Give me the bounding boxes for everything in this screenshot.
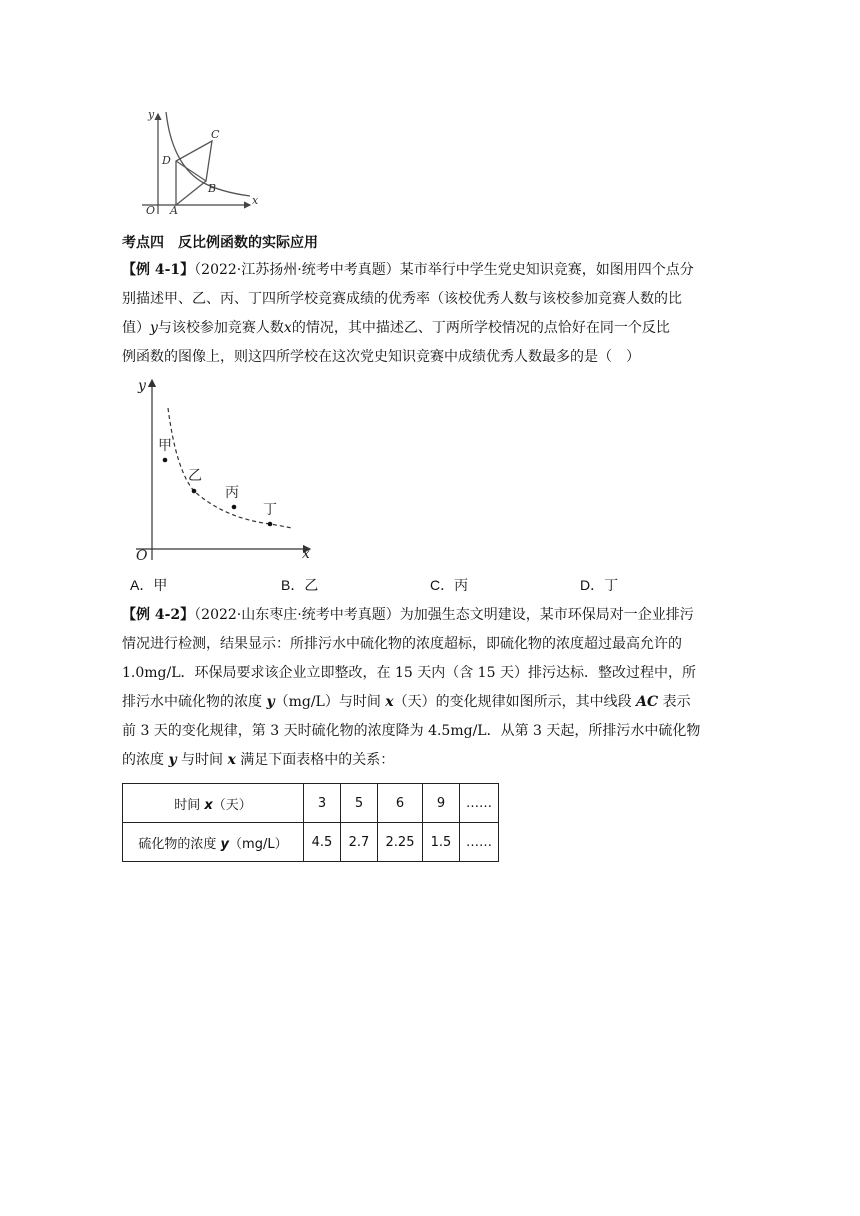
example-4-1-source: （2022·江苏扬州·统考中考真题）: [194, 262, 400, 278]
option-a[interactable]: [130, 575, 167, 596]
label-yi: 乙: [188, 468, 202, 484]
axis-x-label: x: [252, 194, 259, 207]
table-cell: ……: [460, 784, 499, 823]
var-y: y: [266, 694, 275, 710]
row-header-unit: （mg/L）: [229, 836, 288, 852]
option-c[interactable]: [430, 575, 468, 596]
example-4-2-line4c: （天）的变化规律如图所示，其中线段: [393, 694, 637, 710]
option-letter: D．: [580, 577, 605, 593]
example-4-2-line3: 1.0mg/L．环保局要求该企业立即整改，在 15 天内（含 15 天）排污达标．整改过程中，所: [122, 665, 696, 681]
label-jia: 甲: [158, 438, 172, 454]
example-4-1-line4: 例函数的图像上，则这四所学校在这次党史知识竞赛中成绩优秀人数最多的是（ ）: [122, 349, 640, 365]
table-cell: 4.5: [304, 823, 341, 862]
table-cell: 3: [304, 784, 341, 823]
table-cell: 6: [378, 784, 423, 823]
section-heading: [122, 233, 332, 253]
figure-schools-scatter: [128, 374, 318, 564]
table-cell: 5: [341, 784, 378, 823]
axis-y-label: y: [148, 108, 155, 121]
row-header-unit: （天）: [212, 797, 252, 813]
axis-y-label: y: [138, 378, 146, 394]
example-4-2-line1: 为加强生态文明建设，某市环保局对一企业排污: [399, 607, 694, 623]
point-yi: [192, 489, 197, 494]
origin-label: O: [136, 548, 148, 564]
table-row: [123, 784, 499, 823]
row-header-concentration: [123, 823, 304, 862]
table-cell: ……: [460, 823, 499, 862]
figure-hyperbola-quadrilateral: [128, 106, 268, 218]
var-y: y: [168, 752, 177, 768]
point-jia: [163, 458, 168, 463]
example-4-2-tag: 【例 4-2】: [122, 607, 195, 623]
section-title: 反比例函数的实际应用: [178, 235, 318, 251]
var-x: x: [204, 797, 213, 813]
var-y: y: [220, 836, 230, 852]
segment-ac: AC: [636, 694, 659, 710]
option-text: 丙: [454, 578, 469, 594]
option-b[interactable]: [281, 575, 318, 596]
option-letter: B．: [281, 577, 305, 593]
row-header-time: [123, 784, 304, 823]
origin-label: O: [146, 204, 156, 217]
point-bing: [232, 505, 237, 510]
example-4-1-line3a: 值）: [122, 320, 150, 336]
segment-db: [176, 161, 206, 181]
axis-x-label: x: [302, 546, 310, 562]
var-x: x: [283, 320, 292, 336]
option-text: 丁: [604, 578, 619, 594]
option-letter: A．: [130, 577, 154, 593]
example-4-1-line2: 别描述甲、乙、丙、丁四所学校竞赛成绩的优秀率（该校优秀人数与该校参加竞赛人数的比: [122, 291, 682, 307]
point-a-label: A: [170, 204, 178, 217]
point-c-label: C: [211, 128, 220, 141]
option-letter: C．: [430, 577, 455, 593]
example-4-2-line4a: 排污水中硫化物的浓度: [122, 694, 267, 710]
example-4-1-line3c: 的情况，其中描述乙、丁两所学校情况的点恰好在同一个反比: [291, 320, 670, 336]
example-4-1-line3b: 与该校参加竞赛人数: [157, 320, 284, 336]
example-4-1-text: [122, 256, 732, 372]
var-x: x: [227, 752, 236, 768]
example-4-2-line4d: 表示: [658, 694, 691, 710]
row-header-text: 时间: [174, 797, 205, 813]
table-cell: 2.7: [341, 823, 378, 862]
concentration-table: [122, 783, 499, 862]
example-4-2-line6c: 满足下面表格中的关系：: [235, 752, 395, 768]
row-header-text: 硫化物的浓度: [138, 836, 221, 852]
table-cell: 2.25: [378, 823, 423, 862]
example-4-1-line1: 某市举行中学生党史知识竞赛，如图用四个点分: [399, 262, 694, 278]
var-y: y: [150, 320, 158, 336]
label-bing: 丙: [225, 485, 239, 501]
point-b-label: B: [208, 182, 217, 195]
option-text: 甲: [153, 578, 168, 594]
section-number: 考点四: [122, 235, 164, 251]
example-4-2-text: [122, 601, 732, 775]
point-ding: [268, 522, 273, 527]
table-cell: 1.5: [423, 823, 460, 862]
example-4-2-line4b: （mg/L）与时间: [274, 694, 386, 710]
var-x: x: [385, 694, 394, 710]
option-text: 乙: [304, 578, 319, 594]
example-4-2-line5: 前 3 天的变化规律，第 3 天时硫化物的浓度降为 4.5mg/L．从第 3 天起，所排污水中硫化物: [122, 723, 701, 739]
table-cell: 9: [423, 784, 460, 823]
point-d-label: D: [162, 154, 171, 167]
example-4-2-line6b: 与时间: [176, 752, 228, 768]
example-4-2-line6a: 的浓度: [122, 752, 169, 768]
example-4-2-source: （2022·山东枣庄·统考中考真题）: [194, 607, 400, 623]
example-4-1-tag: 【例 4-1】: [122, 262, 195, 278]
example-4-2-line2: 情况进行检测，结果显示：所排污水中硫化物的浓度超标，即硫化物的浓度超过最高允许的: [122, 636, 682, 652]
option-d[interactable]: [580, 575, 618, 596]
label-ding: 丁: [263, 502, 277, 518]
table-row: [123, 823, 499, 862]
